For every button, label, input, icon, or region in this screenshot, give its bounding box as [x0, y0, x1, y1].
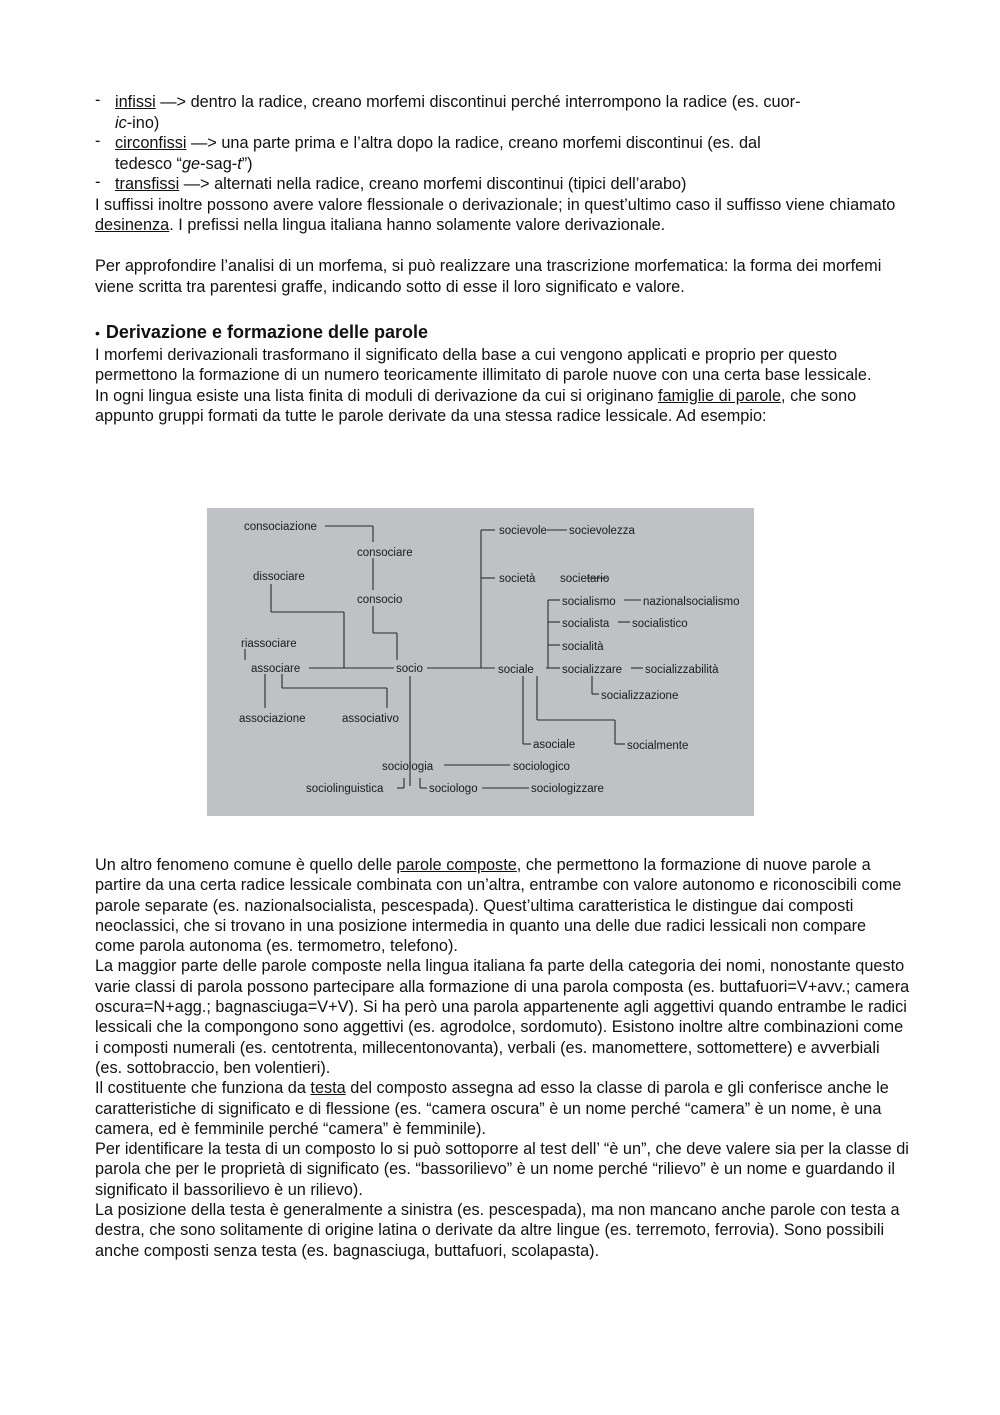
paragraph-famiglie: In ogni lingua esiste una lista finita di moduli di derivazione da cui si originano famiglie di parole, che sono appunto gruppi formati da tutte le parole derivate da una stessa radice lessicale. Ad esempio:: [95, 386, 857, 425]
document-body-continued: [95, 855, 910, 1261]
paragraph-testa: Il costituente che funziona da testa del composto assegna ad esso la classe di parola e gli conferisce anche le caratteristiche di significato e di flessione (es. “camera oscura” è un nome perché “camera” è un nome, è una camera, ed è femminile perché “camera” è femminile).: [95, 1079, 889, 1138]
word-socialmente: socialmente: [627, 740, 689, 752]
word-consociare: consociare: [357, 547, 413, 559]
word-sociologico: sociologico: [513, 761, 570, 773]
word-sociolinguistica: sociolinguistica: [306, 783, 384, 795]
word-societa: società: [499, 573, 536, 585]
word-socialista: socialista: [562, 618, 610, 630]
dash-bullet: -: [95, 132, 101, 150]
list-item-infissi: - infissi —> dentro la radice, creano morfemi discontinui perché interrompono la radice (es. cuor- ic-ino): [95, 91, 801, 132]
word-sociale: sociale: [498, 664, 534, 676]
paragraph-posizione-testa: La posizione della testa è generalmente a sinistra (es. pescespada), ma non mancano anche parole con testa a destra, che sono solitamente di origine latina o derivate da altre lingue (es. terremoto, ferrovia). Sono possibili anche composti senza testa (es. bagnasciuga, buttafuori, scolapasta).: [95, 1201, 900, 1260]
word-socio: socio: [396, 663, 423, 675]
list-item-transfissi: - transfissi —> alternati nella radice, creano morfemi discontinui (tipici dell’arabo): [95, 173, 687, 193]
document-body: [95, 92, 910, 427]
word-associare: associare: [251, 663, 301, 675]
paragraph-suffissi: I suffissi inoltre possono avere valore flessionale o derivazionale; in quest’ultimo caso il suffisso viene chiamato desinenza. I prefissi nella lingua italiana hanno solamente valore derivazionale.: [95, 195, 896, 234]
paragraph-trascrizione: Per approfondire l’analisi di un morfema, si può realizzare una trascrizione morfematica: la forma dei morfemi viene scritta tra parentesi graffe, indicando sotto di esse il loro significato e valore.: [95, 257, 882, 296]
word-riassociare: riassociare: [241, 638, 297, 650]
term-circonfissi: circonfissi: [115, 134, 187, 152]
dash-bullet: -: [95, 91, 101, 109]
word-socializzazione: socializzazione: [601, 690, 679, 702]
word-socializzare: socializzare: [562, 664, 623, 676]
word-dissociare: dissociare: [253, 571, 305, 583]
section-heading: • Derivazione e formazione delle parole: [95, 321, 429, 342]
word-societario: societario: [560, 573, 610, 585]
dash-bullet: -: [95, 173, 101, 191]
word-socievole: socievole: [499, 525, 547, 537]
paragraph-test-e-un: Per identificare la testa di un composto lo si può sottoporre al test dell’ “è un”, che deve valere sia per la classe di parola che per le proprietà di significato (es. “bassorilievo” è un nome perché “rilievo” è un nome e guardando il significato il bassorilievo è un rilievo).: [95, 1140, 909, 1199]
paragraph-morfemi-derivazionali: I morfemi derivazionali trasformano il significato della base a cui vengono applicati e proprio per questo permettono la formazione di un numero teoricamente illimitato di parole nuove con una certa base lessicale.: [95, 345, 872, 384]
word-socialistico: socialistico: [632, 618, 688, 630]
word-associativo: associativo: [342, 713, 399, 725]
term-infissi: infissi: [115, 93, 156, 111]
word-nazionalsocialismo: nazionalsocialismo: [643, 596, 740, 608]
word-consociazione: consociazione: [244, 521, 317, 533]
paragraph-parole-composte: Un altro fenomeno comune è quello delle parole composte, che permettono la formazione di nuove parole a partire da una certa radice lessicale combinata con un’altra, entrambe con valore autonomo e riconoscibili come parole separate (es. nazionalsocialista, pescespada). Quest’ultima caratteristica le distingue dai composti neoclassici, che si trovano in una posizione intermedia in quanto una delle due radici lessicali non compare come parola autonoma (es. termometro, telefono).: [95, 856, 902, 956]
word-socializzabilita: socializzabilità: [645, 664, 719, 676]
word-socievolezza: socievolezza: [569, 525, 635, 537]
word-family-diagram: [207, 508, 754, 816]
term-transfissi: transfissi: [115, 175, 180, 193]
paragraph-categorie: La maggior parte delle parole composte nella lingua italiana fa parte della categoria dei nomi, nonostante questo varie classi di parola possono partecipare alla formazione di una parola composta (es. buttafuori=V+avv.; camera oscura=N+agg.; bagnasciuga=V+V). Si ha però una parola appartenente agli aggettivi quando entrambe le radici lessicali che la compongono sono aggettivi (es. agrodolce, sordomuto). Esistono inoltre altre combinazioni come i composti numerali (es. centotrenta, millecentonovanta), verbali (es. manomettere, sottomettere) e avverbiali (es. sottobraccio, ben volentieri).: [95, 957, 910, 1077]
word-socialismo: socialismo: [562, 596, 616, 608]
word-associazione: associazione: [239, 713, 306, 725]
word-socialita: socialità: [562, 641, 604, 653]
word-consocio: consocio: [357, 594, 403, 606]
list-item-circonfissi: - circonfissi —> una parte prima e l’altra dopo la radice, creano morfemi discontinui (es. dal tedesco “ge-sag-t”): [95, 132, 761, 173]
word-sociologizzare: sociologizzare: [531, 783, 604, 795]
word-asociale: asociale: [533, 739, 576, 751]
diagram-svg: [207, 508, 754, 816]
word-sociologia: sociologia: [382, 761, 434, 773]
word-sociologo: sociologo: [429, 783, 478, 795]
